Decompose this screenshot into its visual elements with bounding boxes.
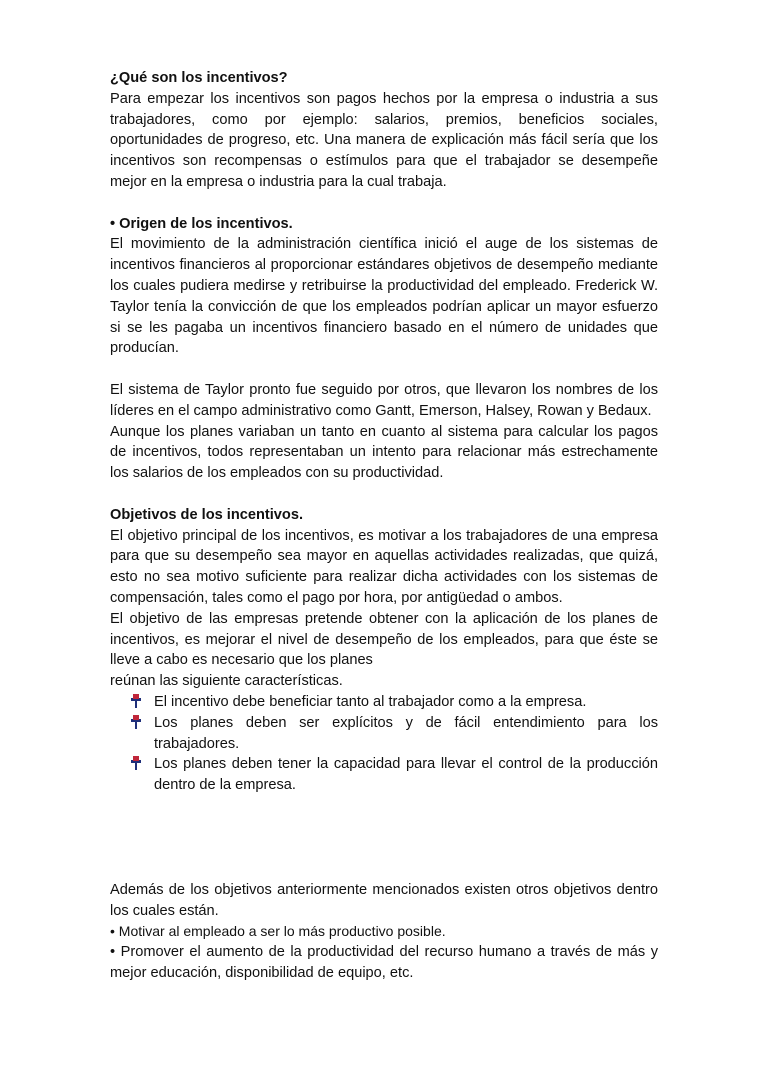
list-item (154, 713, 658, 755)
spacer (110, 193, 658, 214)
pushpin-bullet-icon (129, 756, 143, 770)
paragraph-objectives-1: El objetivo principal de los incentivos, es motivar a los trabajadores de una empresa para que su desempeño sea mayor en aquellas actividades realizadas, que quizá, esto no sea motivo suficiente para realizar dicha actividades con los sistemas de compensación, tales como el pago por hora, por antigüedad o ambos. (110, 527, 658, 606)
list-item-text: Los planes deben tener la capacidad para llevar el control de la producción dentro de la empresa. (154, 756, 658, 794)
heading-origin: • Origen de los incentivos. (110, 215, 293, 232)
spacer (110, 796, 658, 880)
paragraph-origin-2: El sistema de Taylor pronto fue seguido por otros, que llevaron los nombres de los líderes en el campo administrativo como Gantt, Emerson, Halsey, Rowan y Bedaux. (110, 381, 658, 419)
heading-what-are-incentives: ¿Qué son los incentivos? (110, 70, 288, 86)
pushpin-bullet-icon (129, 715, 143, 729)
spacer (110, 484, 658, 505)
pushpin-bullet-icon (129, 694, 143, 708)
paragraph-what-are-incentives: Para empezar los incentivos son pagos hechos por la empresa o industria a sus trabajadores, como por ejemplo: salarios, premios, beneficios sociales, oportunidades de progreso, etc. Una manera de explicación más fácil sería que los incentivos son recompensas o estímulos para que el trabajador se desempeñe mejor en la empresa o industria para la cual trabaja. (110, 90, 658, 190)
spacer (110, 359, 658, 380)
other-objective-item: • Promover el aumento de la productividad del recurso humano a través de más y mejor educación, disponibilidad de equipo, etc. (110, 944, 658, 982)
paragraph-other-objectives: Además de los objetivos anteriormente mencionados existen otros objetivos dentro los cuales están. (110, 881, 658, 919)
heading-objectives: Objetivos de los incentivos. (110, 506, 304, 523)
paragraph-objectives-3: reúnan las siguiente características. (110, 673, 343, 690)
list-item (154, 754, 658, 796)
list-item-text: Los planes deben ser explícitos y de fácil entendimiento para los trabajadores. (154, 714, 658, 752)
list-item-text: El incentivo debe beneficiar tanto al trabajador como a la empresa. (154, 693, 587, 710)
paragraph-objectives-2: El objetivo de las empresas pretende obtener con la aplicación de los planes de incentivos, es mejorar el nivel de desempeño de los empleados, para que éste se lleve a cabo es necesario que los planes (110, 610, 658, 669)
paragraph-origin-3: Aunque los planes variaban un tanto en cuanto al sistema para calcular los pagos de incentivos, todos representaban un intento para relacionar más estrechamente los salarios de los empleados con su productividad. (110, 423, 658, 482)
list-item (154, 692, 658, 713)
characteristics-list (110, 692, 658, 796)
paragraph-origin-1: El movimiento de la administración científica inició el auge de los sistemas de incentivos financieros al proporcionar estándares objetivos de desempeño mediante los cuales pudiera medirse y retribuirse la productividad del empleado. Frederick W. Taylor tenía la convicción de que los empleados podrían aplicar un mayor esfuerzo si se les pagaba un incentivos financiero basado en el número de unidades que producían. (110, 236, 658, 357)
document-page (110, 68, 658, 984)
other-objective-item: • Motivar al empleado a ser lo más productivo posible. (110, 923, 446, 940)
